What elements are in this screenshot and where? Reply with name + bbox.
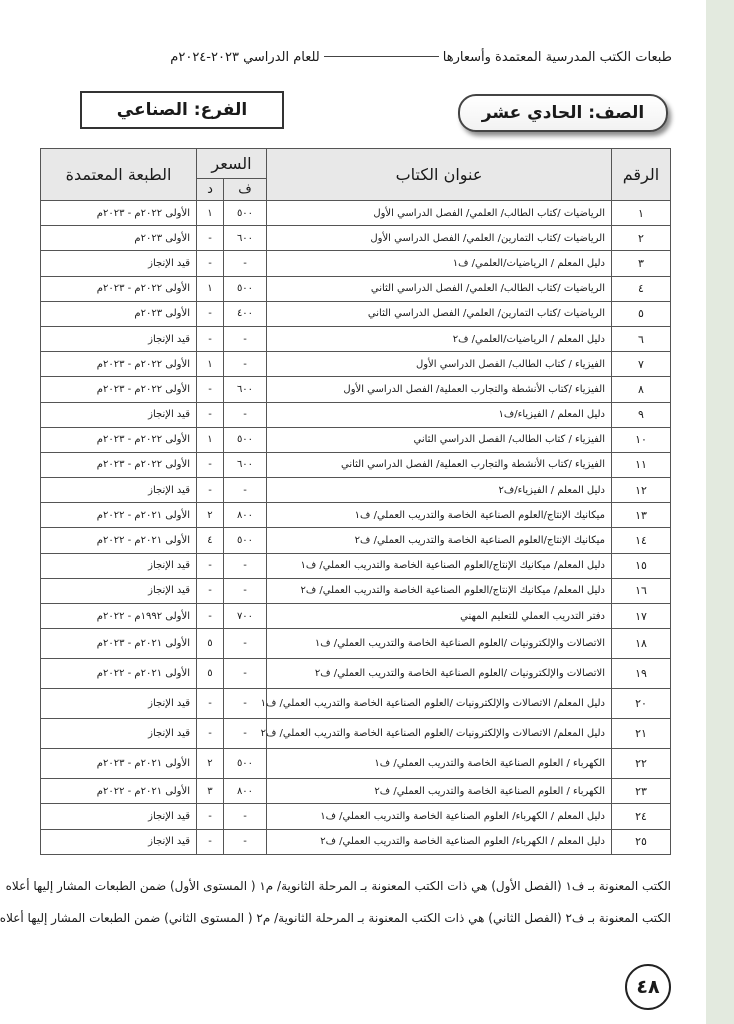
cell-title: دفتر التدريب العملي للتعليم المهني xyxy=(267,604,612,629)
table-row xyxy=(40,452,670,477)
cell-edition: الأولى ٢٠٢١م - ٢٠٢٢م xyxy=(40,659,196,689)
cell-edition: قيد الإنجاز xyxy=(40,829,196,854)
cell-number: ١٢ xyxy=(612,478,671,503)
cell-dinar: - xyxy=(196,226,223,251)
cell-number: ٢٣ xyxy=(612,779,671,804)
table-row xyxy=(40,553,670,578)
cell-dinar: - xyxy=(196,402,223,427)
running-header xyxy=(72,50,672,65)
cell-number: ١٩ xyxy=(612,659,671,689)
cell-fils: - xyxy=(224,402,267,427)
cell-dinar: - xyxy=(196,719,223,749)
cell-dinar: - xyxy=(196,452,223,477)
footnote-term-1: الكتب المعنونة بـ ف١ (الفصل الأول) هي ذات الكتب المعنونة بـ المرحلة الثانوية/ م١ ( المستوى الأول) ضمن الطبعات المشار إليها أعلاه xyxy=(5,879,671,893)
cell-dinar: ١ xyxy=(196,352,223,377)
cell-title: الاتصالات والإلكترونيات /العلوم الصناعية الخاصة والتدريب العملي/ ف١ xyxy=(267,629,612,659)
cell-dinar: - xyxy=(196,251,223,276)
running-header-title: طبعات الكتب المدرسية المعتمدة وأسعارها xyxy=(442,50,672,65)
table-row xyxy=(40,528,670,553)
table-row xyxy=(40,578,670,603)
cell-number: ١٦ xyxy=(612,578,671,603)
cell-number: ١٧ xyxy=(612,604,671,629)
cell-title: دليل المعلم/ ميكانيك الإنتاج/العلوم الصناعية الخاصة والتدريب العملي/ ف١ xyxy=(267,553,612,578)
cell-dinar: - xyxy=(196,578,223,603)
cell-fils: - xyxy=(224,251,267,276)
cell-title: الكهرباء / العلوم الصناعية الخاصة والتدريب العملي/ ف٢ xyxy=(267,779,612,804)
cell-number: ٣ xyxy=(612,251,671,276)
cell-title: ميكانيك الإنتاج/العلوم الصناعية الخاصة والتدريب العملي/ ف١ xyxy=(267,503,612,528)
cell-edition: الأولى ١٩٩٢م - ٢٠٢٢م xyxy=(40,604,196,629)
cell-dinar: ١ xyxy=(196,201,223,226)
table-row xyxy=(40,779,670,804)
cell-edition: الأولى ٢٠٢١م - ٢٠٢٢م xyxy=(40,779,196,804)
cell-dinar: - xyxy=(196,478,223,503)
running-header-year: للعام الدراسي ٢٠٢٣-٢٠٢٤م xyxy=(170,50,320,65)
table-row xyxy=(40,604,670,629)
table-row xyxy=(40,226,670,251)
table-row xyxy=(40,402,670,427)
table-row xyxy=(40,276,670,301)
cell-edition: قيد الإنجاز xyxy=(40,804,196,829)
cell-number: ٨ xyxy=(612,377,671,402)
cell-title: دليل المعلم / الفيزياء/ف٢ xyxy=(267,478,612,503)
cell-fils: - xyxy=(224,352,267,377)
cell-title: دليل المعلم / الكهرباء/ العلوم الصناعية الخاصة والتدريب العملي/ ف١ xyxy=(267,804,612,829)
table-row xyxy=(40,478,670,503)
cell-edition: الأولى ٢٠٢١م - ٢٠٢٣م xyxy=(40,749,196,779)
cell-title: دليل المعلم / الفيزياء/ف١ xyxy=(267,402,612,427)
cell-dinar: - xyxy=(196,829,223,854)
cell-fils: ٦٠٠ xyxy=(224,377,267,402)
cell-number: ١٣ xyxy=(612,503,671,528)
cell-number: ١٤ xyxy=(612,528,671,553)
cell-number: ٢ xyxy=(612,226,671,251)
footnotes xyxy=(0,870,671,934)
cell-dinar: ٢ xyxy=(196,503,223,528)
cell-title: دليل المعلم/ الاتصالات والإلكترونيات /العلوم الصناعية الخاصة والتدريب العملي/ ف٢ xyxy=(267,719,612,749)
table-row xyxy=(40,804,670,829)
cell-number: ١١ xyxy=(612,452,671,477)
cell-dinar: ٣ xyxy=(196,779,223,804)
decorative-side-strip xyxy=(706,0,734,1024)
cell-title: الفيزياء / كتاب الطالب/ الفصل الدراسي الثاني xyxy=(267,427,612,452)
cell-edition: الأولى ٢٠٢٣م xyxy=(40,226,196,251)
cell-title: الاتصالات والإلكترونيات /العلوم الصناعية الخاصة والتدريب العملي/ ف٢ xyxy=(267,659,612,689)
table-row xyxy=(40,427,670,452)
cell-number: ٢٢ xyxy=(612,749,671,779)
footnote-term-2: الكتب المعنونة بـ ف٢ (الفصل الثاني) هي ذات الكتب المعنونة بـ المرحلة الثانوية/ م٢ ( المستوى الثاني) ضمن الطبعات المشار إليها أعلاه xyxy=(0,911,671,925)
cell-edition: قيد الإنجاز xyxy=(40,578,196,603)
cell-fils: - xyxy=(224,553,267,578)
cell-number: ٤ xyxy=(612,276,671,301)
table-row xyxy=(40,377,670,402)
cell-number: ٦ xyxy=(612,326,671,351)
cell-dinar: ٥ xyxy=(196,629,223,659)
cell-edition: قيد الإنجاز xyxy=(40,689,196,719)
cell-dinar: ١ xyxy=(196,427,223,452)
cell-title: دليل المعلم / الرياضيات/العلمي/ ف١ xyxy=(267,251,612,276)
cell-edition: الأولى ٢٠٢١م - ٢٠٢٢م xyxy=(40,528,196,553)
cell-dinar: ٢ xyxy=(196,749,223,779)
cell-dinar: - xyxy=(196,689,223,719)
cell-edition: الأولى ٢٠٢٣م xyxy=(40,301,196,326)
cell-number: ٢٥ xyxy=(612,829,671,854)
table-row xyxy=(40,659,670,689)
cell-dinar: - xyxy=(196,804,223,829)
cell-dinar: ١ xyxy=(196,276,223,301)
branch-label: الفرع: الصناعي xyxy=(80,91,284,129)
cell-title: الرياضيات /كتاب التمارين/ العلمي/ الفصل الدراسي الأول xyxy=(267,226,612,251)
cell-title: دليل المعلم / الكهرباء/ العلوم الصناعية الخاصة والتدريب العملي/ ف٢ xyxy=(267,829,612,854)
cell-fils: - xyxy=(224,578,267,603)
cell-edition: الأولى ٢٠٢٢م - ٢٠٢٣م xyxy=(40,427,196,452)
cell-fils: ٨٠٠ xyxy=(224,503,267,528)
header-dinar: د xyxy=(196,179,223,201)
header-number: الرقم xyxy=(612,149,671,201)
grade-label: الصف: الحادي عشر xyxy=(458,94,668,132)
cell-edition: الأولى ٢٠٢٢م - ٢٠٢٣م xyxy=(40,352,196,377)
approved-books-table xyxy=(40,148,671,855)
cell-fils: ٦٠٠ xyxy=(224,226,267,251)
cell-dinar: ٤ xyxy=(196,528,223,553)
cell-fils: - xyxy=(224,629,267,659)
cell-title: الرياضيات /كتاب التمارين/ العلمي/ الفصل الدراسي الثاني xyxy=(267,301,612,326)
table-row xyxy=(40,749,670,779)
cell-edition: الأولى ٢٠٢٢م - ٢٠٢٣م xyxy=(40,276,196,301)
cell-edition: قيد الإنجاز xyxy=(40,402,196,427)
cell-number: ٩ xyxy=(612,402,671,427)
cell-dinar: - xyxy=(196,377,223,402)
header-edition: الطبعة المعتمدة xyxy=(40,149,196,201)
table-row xyxy=(40,251,670,276)
cell-fils: ٥٠٠ xyxy=(224,749,267,779)
header-price: السعر xyxy=(196,149,266,179)
cell-dinar: - xyxy=(196,553,223,578)
table-row xyxy=(40,719,670,749)
cell-fils: - xyxy=(224,326,267,351)
cell-number: ٥ xyxy=(612,301,671,326)
cell-title: دليل المعلم/ الاتصالات والإلكترونيات /العلوم الصناعية الخاصة والتدريب العملي/ ف١ xyxy=(267,689,612,719)
cell-number: ٢٤ xyxy=(612,804,671,829)
cell-fils: ٥٠٠ xyxy=(224,276,267,301)
cell-title: دليل المعلم / الرياضيات/العلمي/ ف٢ xyxy=(267,326,612,351)
table-row xyxy=(40,201,670,226)
cell-edition: الأولى ٢٠٢٢م - ٢٠٢٣م xyxy=(40,201,196,226)
cell-title: الفيزياء /كتاب الأنشطة والتجارب العملية/ الفصل الدراسي الثاني xyxy=(267,452,612,477)
cell-number: ٢١ xyxy=(612,719,671,749)
page-number: ٤٨ xyxy=(625,964,671,1010)
cell-title: الفيزياء / كتاب الطالب/ الفصل الدراسي الأول xyxy=(267,352,612,377)
cell-number: ١ xyxy=(612,201,671,226)
table-row xyxy=(40,503,670,528)
cell-dinar: - xyxy=(196,604,223,629)
cell-fils: ٥٠٠ xyxy=(224,201,267,226)
cell-fils: - xyxy=(224,804,267,829)
cell-edition: قيد الإنجاز xyxy=(40,719,196,749)
cell-title: الرياضيات /كتاب الطالب/ العلمي/ الفصل الدراسي الأول xyxy=(267,201,612,226)
cell-number: ١٨ xyxy=(612,629,671,659)
table-row xyxy=(40,689,670,719)
cell-fils: ٨٠٠ xyxy=(224,779,267,804)
cell-fils: - xyxy=(224,659,267,689)
table-row xyxy=(40,326,670,351)
cell-fils: - xyxy=(224,478,267,503)
header-fils: ف xyxy=(224,179,267,201)
cell-edition: الأولى ٢٠٢٢م - ٢٠٢٣م xyxy=(40,377,196,402)
table-row xyxy=(40,301,670,326)
header-title: عنوان الكتاب xyxy=(267,149,612,201)
cell-title: ميكانيك الإنتاج/العلوم الصناعية الخاصة والتدريب العملي/ ف٢ xyxy=(267,528,612,553)
cell-title: الكهرباء / العلوم الصناعية الخاصة والتدريب العملي/ ف١ xyxy=(267,749,612,779)
cell-fils: - xyxy=(224,829,267,854)
cell-fils: ٥٠٠ xyxy=(224,427,267,452)
cell-dinar: - xyxy=(196,301,223,326)
cell-edition: الأولى ٢٠٢١م - ٢٠٢٢م xyxy=(40,503,196,528)
cell-number: ١٥ xyxy=(612,553,671,578)
running-header-rule xyxy=(324,56,439,57)
cell-title: الرياضيات /كتاب الطالب/ العلمي/ الفصل الدراسي الثاني xyxy=(267,276,612,301)
cell-number: ٢٠ xyxy=(612,689,671,719)
cell-title: الفيزياء /كتاب الأنشطة والتجارب العملية/ الفصل الدراسي الأول xyxy=(267,377,612,402)
cell-fils: - xyxy=(224,719,267,749)
cell-fils: - xyxy=(224,689,267,719)
table-row xyxy=(40,352,670,377)
table-body xyxy=(40,201,670,855)
cell-fils: ٤٠٠ xyxy=(224,301,267,326)
cell-fils: ٧٠٠ xyxy=(224,604,267,629)
cell-title: دليل المعلم/ ميكانيك الإنتاج/العلوم الصناعية الخاصة والتدريب العملي/ ف٢ xyxy=(267,578,612,603)
cell-number: ١٠ xyxy=(612,427,671,452)
cell-edition: قيد الإنجاز xyxy=(40,553,196,578)
cell-number: ٧ xyxy=(612,352,671,377)
cell-fils: ٥٠٠ xyxy=(224,528,267,553)
cell-fils: ٦٠٠ xyxy=(224,452,267,477)
cell-edition: قيد الإنجاز xyxy=(40,326,196,351)
table-row xyxy=(40,829,670,854)
cell-edition: الأولى ٢٠٢١م - ٢٠٢٣م xyxy=(40,629,196,659)
cell-edition: قيد الإنجاز xyxy=(40,478,196,503)
table-row xyxy=(40,629,670,659)
cell-dinar: - xyxy=(196,326,223,351)
cell-edition: الأولى ٢٠٢٢م - ٢٠٢٣م xyxy=(40,452,196,477)
cell-edition: قيد الإنجاز xyxy=(40,251,196,276)
cell-dinar: ٥ xyxy=(196,659,223,689)
